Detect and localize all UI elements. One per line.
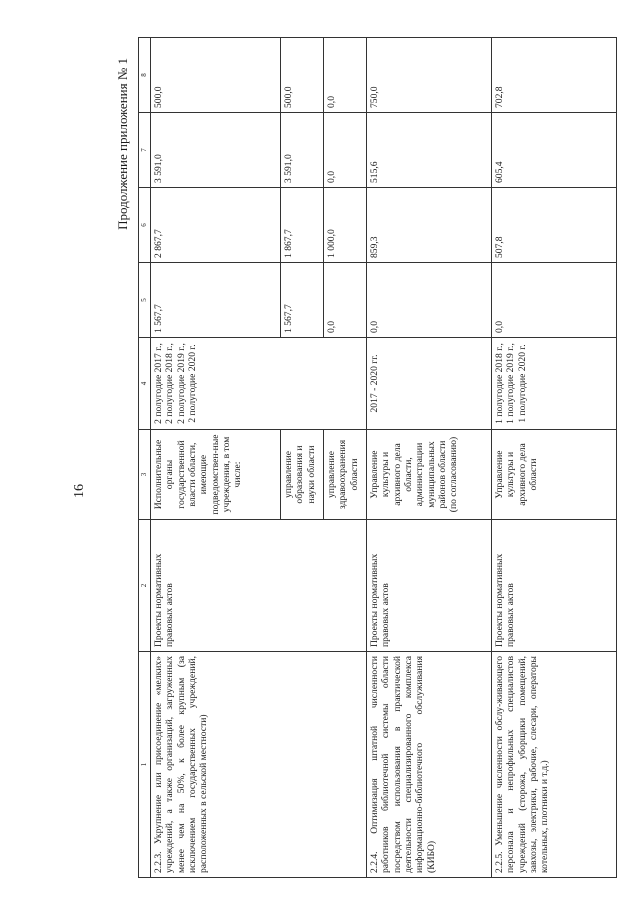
value-cell: 0,0 [367,263,492,338]
value-cell: 0,0 [324,38,367,113]
measures-table [138,37,617,878]
value-cell: 0,0 [324,113,367,188]
value-cell: 0,0 [324,263,367,338]
value-cell: 500,0 [281,38,324,113]
responsible-body: управление здравоохранения области [324,430,367,520]
appendix-caption: Продолжение приложения № 1 [115,58,130,230]
document-type: Проекты нормативных правовых актов [492,520,617,652]
value-cell: 859,3 [367,188,492,263]
value-cell: 1 867,7 [281,188,324,263]
responsible-body: Исполнительные органы государственной власти области, имеющие подведомствен-ные учреждения, в том числе: [151,430,281,520]
column-number: 8 [139,38,151,113]
measure-description: 2.2.4. Оптимизация штатной численности работников библиотечной системы области посредством использования в практической деятельности специализированного комплекса информационно-библиотечного обслуживания (КИБО) [367,652,492,878]
column-number: 2 [139,520,151,652]
value-cell: 507,8 [492,188,617,263]
column-number: 4 [139,338,151,430]
column-number: 1 [139,652,151,878]
deadline: 1 полугодие 2018 г., 1 полугодие 2019 г., 1 полугодие 2020 г. [492,338,617,430]
value-cell: 2 867,7 [151,188,281,263]
column-number-row [139,38,151,878]
document-type: Проекты нормативных правовых актов [151,520,367,652]
value-cell: 3 591,0 [151,113,281,188]
measure-description: 2.2.3. Укрупнение или присоединение «мелких» учреждений, а также организаций, загруженных менее чем на 50%, к более крупным (за исключением государственных учреждений, расположенных в сельской местности) [151,652,367,878]
column-number: 3 [139,430,151,520]
value-cell: 702,8 [492,38,617,113]
value-cell: 1 567,7 [151,263,281,338]
column-number: 6 [139,188,151,263]
responsible-body: Управление культуры и архивного дела области [492,430,617,520]
deadline: 2 полугодие 2017 г., 2 полугодие 2018 г., 2 полугодие 2019 г., 2 полугодие 2020 г. [151,338,367,430]
deadline: 2017 - 2020 гг. [367,338,492,430]
responsible-body: Управление культуры и архивного дела области, администрации муниципальных районов области (по согласованию) [367,430,492,520]
value-cell: 500,0 [151,38,281,113]
value-cell: 1 567,7 [281,263,324,338]
value-cell: 0,0 [492,263,617,338]
value-cell: 3 591,0 [281,113,324,188]
value-cell: 605,4 [492,113,617,188]
measure-description: 2.2.5. Уменьшение численности обслу-живающего персонала и непрофильных специалистов учреждений (сторожа, уборщики помещений, завхозы, электрики, рабочие, слесари, операторы котельных, плотники и т.д.) [492,652,617,878]
column-number: 7 [139,113,151,188]
rotated-page [72,38,610,878]
table-row [367,38,492,878]
column-number: 5 [139,263,151,338]
document-type: Проекты нормативных правовых актов [367,520,492,652]
responsible-body: управление образования и науки области [281,430,324,520]
value-cell: 1 000,0 [324,188,367,263]
table-row [151,38,281,878]
table-row [492,38,617,878]
page-number: 16 [72,484,87,498]
value-cell: 750,0 [367,38,492,113]
value-cell: 515,6 [367,113,492,188]
